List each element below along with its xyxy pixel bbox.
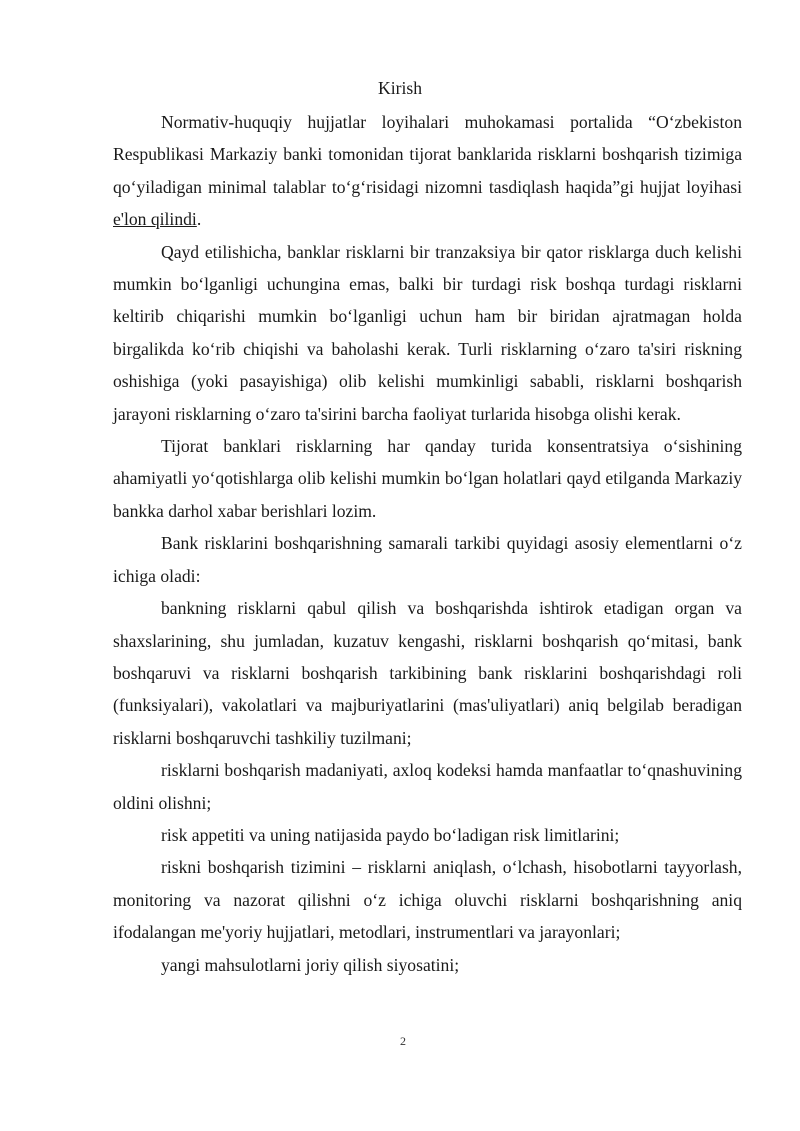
paragraph-intro-end: .: [196, 209, 202, 230]
list-item: riskni boshqarish tizimini – risklarni aniqlash, o‘lchash, hisobotlarni tayyorlash, monitoring va nazorat qilishni o‘z ichiga oluvchi risklarni boshqarishning aniq ifodalangan me'yoriy hujjatlari, metodlari, instrumentlari va jarayonlari;: [113, 857, 742, 943]
paragraph: Qayd etilishicha, banklar risklarni bir tranzaksiya bir qator risklarga duch kelishi mumkin bo‘lganligi uchungina emas, balki bir turdagi risk boshqa turdagi risklarni keltirib chiqarishi mumkin bo‘lganligi uchun ham bir biridan ajratmagan holda birgalikda ko‘rib chiqishi va baholashi kerak. Turli risklarning o‘zaro ta'siri riskning oshishiga (yoki pasayishiga) olib kelishi mumkinligi sababli, risklarni boshqarish jarayoni risklarning o‘zaro ta'sirini barcha faoliyat turlarida hisobga olishi kerak.: [113, 241, 742, 424]
list-item: risklarni boshqarish madaniyati, axloq kodeksi hamda manfaatlar to‘qnashuvining oldini olishni;: [113, 760, 742, 813]
list-item: risk appetiti va uning natijasida paydo bo‘ladigan risk limitlarini;: [161, 824, 620, 845]
paragraph: Tijorat banklari risklarning har qanday turida konsentratsiya o‘sishining ahamiyatli yo‘qotishlarga olib kelishi mumkin bo‘lgan holatlari qayd etilganda Markaziy bankka darhol xabar berishlari lozim.: [113, 436, 742, 521]
document-body: [113, 106, 742, 981]
paragraph: Bank risklarini boshqarishning samarali tarkibi quyidagi asosiy elementlarni o‘z ichiga oladi:: [113, 533, 742, 586]
paragraph-intro-text: Normativ-huquqiy hujjatlar loyihalari muhokamasi portalida “O‘zbekiston Respublikasi Markaziy banki tomonidan tijorat banklarida risklarni boshqarish tizimiga qo‘yiladigan minimal talablar to‘g‘risidagi nizomni tasdiqlash haqida”gi hujjat loyihasi: [113, 112, 742, 197]
page-number: 2: [400, 1034, 406, 1048]
announcement-link[interactable]: e'lon qilindi: [113, 209, 197, 230]
document-title: Kirish: [378, 78, 422, 98]
paragraph-intro: [113, 106, 742, 236]
list-item: yangi mahsulotlarni joriy qilish siyosatini;: [161, 954, 460, 975]
list-item: bankning risklarni qabul qilish va boshqarishda ishtirok etadigan organ va shaxslarining, shu jumladan, kuzatuv kengashi, risklarni boshqarish qo‘mitasi, bank boshqaruvi va risklarni boshqarish tarkibining bank risklarini boshqarishdagi roli (funksiyalari), vakolatlari va majburiyatlarini (mas'uliyatlari) aniq belgilab beradigan risklarni boshqaruvchi tashkiliy tuzilmani;: [113, 598, 742, 748]
